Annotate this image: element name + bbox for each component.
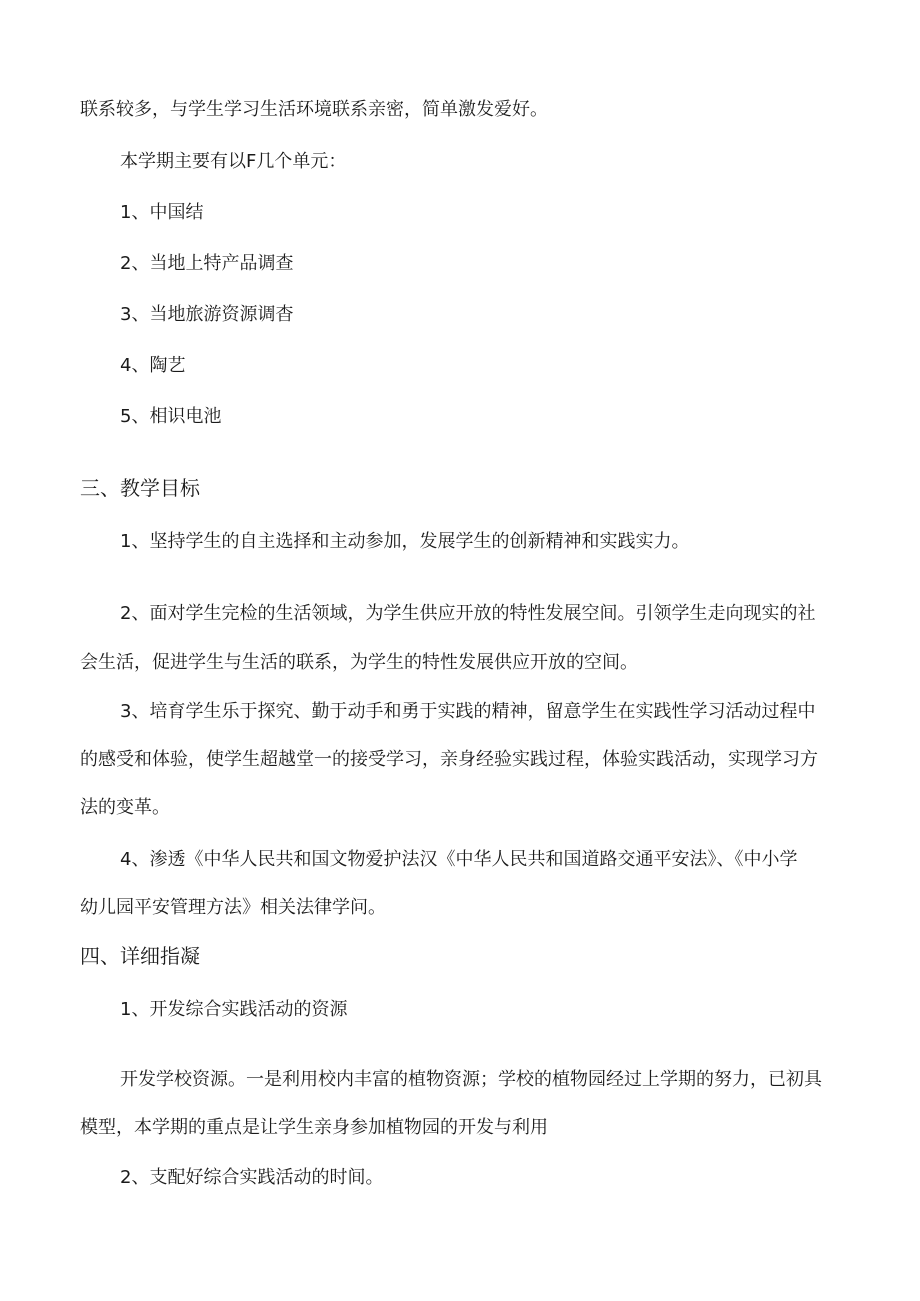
units-intro: 本学期主要有以F几个单元： [120,151,347,172]
goal-3-line-3: 法的变革。 [80,797,170,818]
goal-3-line-1: 3、培育学生乐于探究、勤于动手和勇于实践的精神，留意学生在实践性学习活动过程中 [120,701,816,722]
goal-1: 1、坚持学生的自主选择和主动参加，发展学生的创新精神和实践实力。 [120,531,690,552]
section-heading-goals: 三、教学目标 [80,476,200,500]
measure-1-paragraph-line-1: 开发学校资源。一是利用校内丰富的植物资源；学校的植物园经过上学期的努力，已初具 [120,1069,822,1090]
goal-3-line-2: 的感受和体验，使学生超越堂一的接受学习，亲身经验实践过程，体验实践活动，实现学习方 [80,749,818,770]
section-heading-measures: 四、详细指凝 [80,944,200,968]
goal-2-line-2: 会生活，促进学生与生活的联系，为学生的特性发展供应开放的空间。 [80,652,638,673]
unit-item-3: 3、当地旅游资源调杳 [120,304,294,325]
goal-4-line-2: 幼儿园平安管理方法》相关法律学问。 [80,897,386,918]
unit-item-5: 5、相识电池 [120,406,222,427]
goal-2-line-1: 2、面对学生完检的生活领域，为学生供应开放的特性发展空间。引领学生走向现实的社 [120,603,816,624]
measure-1: 1、开发综合实践活动的资源 [120,999,348,1020]
unit-item-2: 2、当地上特产品调查 [120,253,294,274]
measure-2: 2、支配好综合实践活动的时间。 [120,1167,384,1188]
goal-4-line-1: 4、渗透《中华人民共和国文物爱护法汉《中华人民共和国道路交通平安法》、《中小学 [120,849,798,870]
paragraph-continuation: 联系较多，与学生学习生活环境联系亲密，简单激发爱好。 [80,99,548,120]
measure-1-paragraph-line-2: 模型，本学期的重点是让学生亲身参加植物园的开发与利用 [80,1117,548,1138]
unit-item-4: 4、陶艺 [120,355,186,376]
unit-item-1: 1、中国结 [120,202,204,223]
